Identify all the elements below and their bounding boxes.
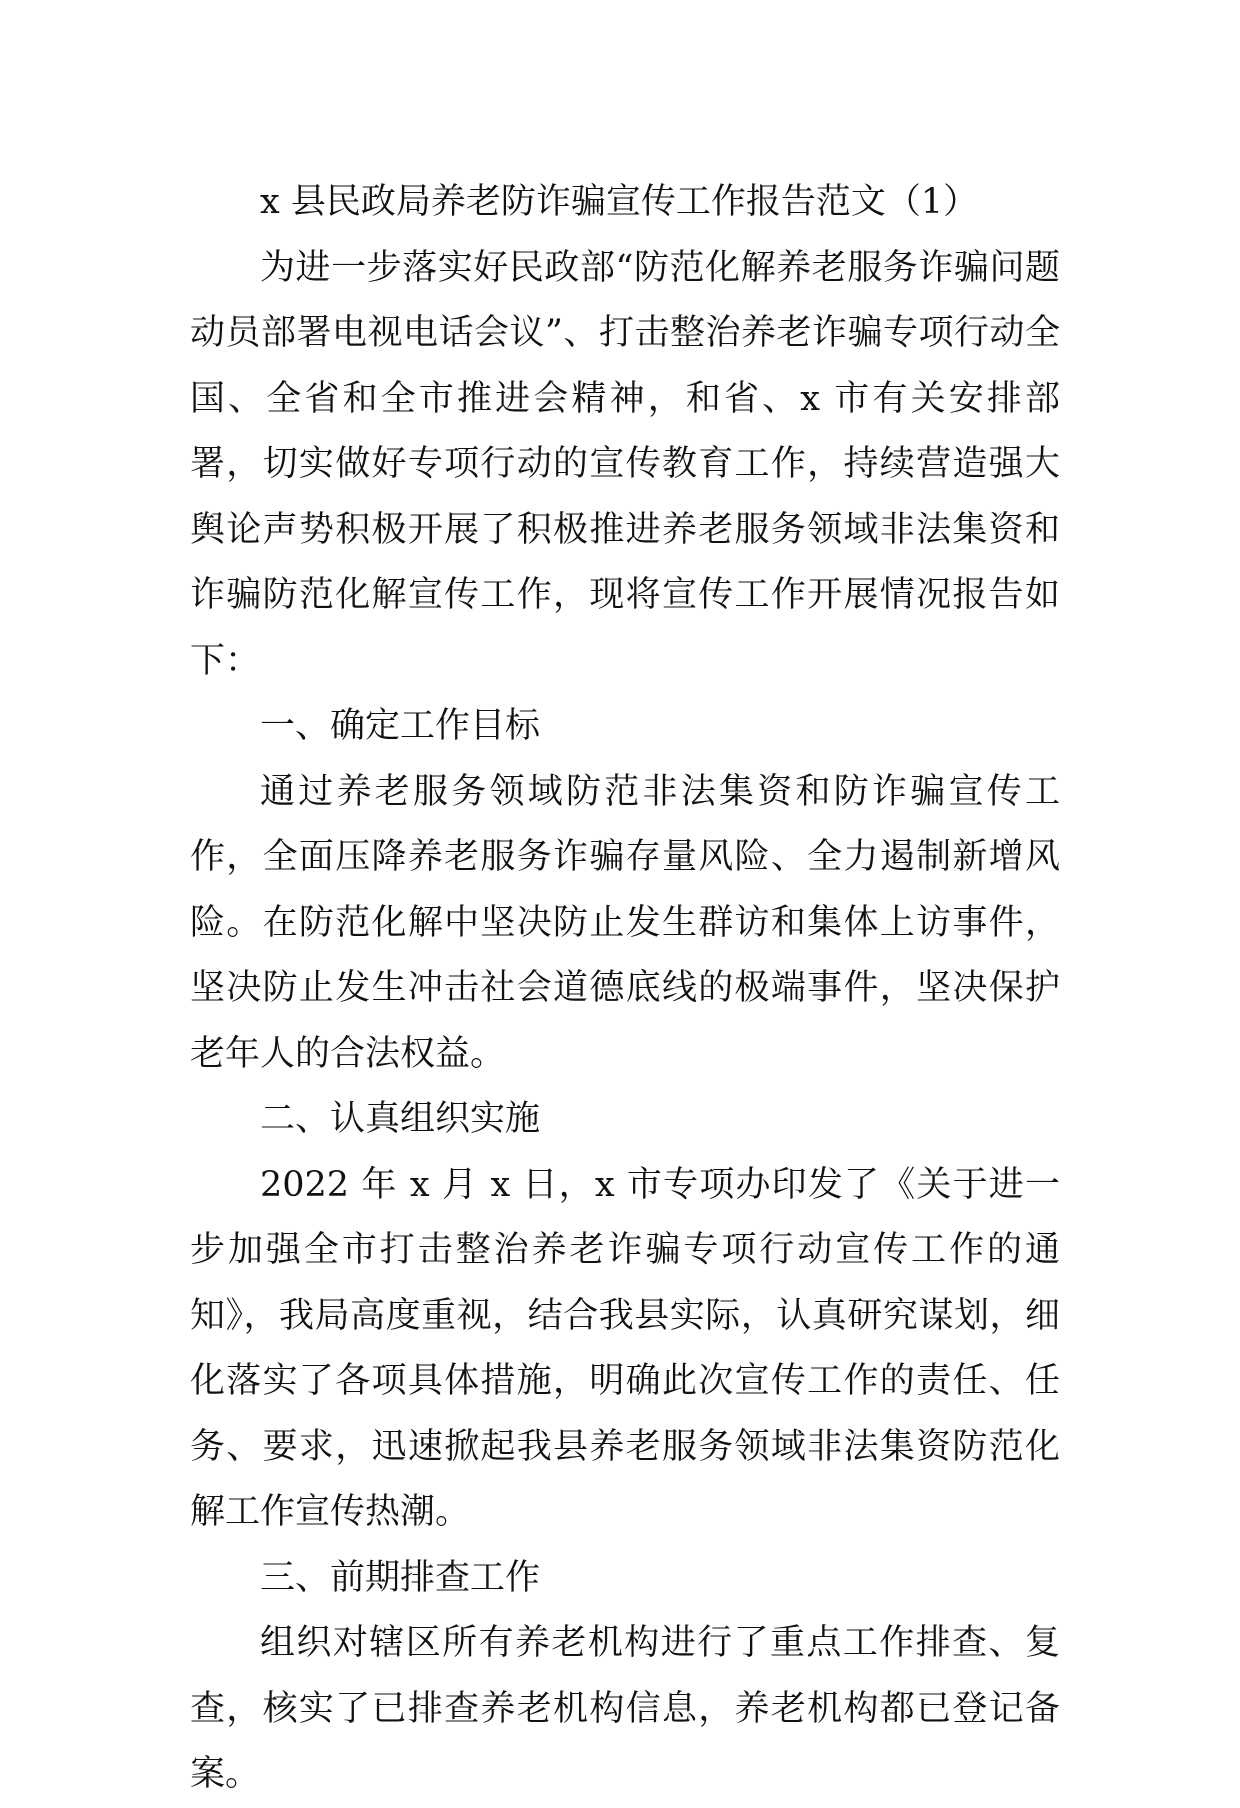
section-body-2: 2022 年 x 月 x 日，x 市专项办印发了《关于进一步加强全市打击整治养老诈骗专项行动宣传工作的通知》，我局高度重视，结合我县实际，认真研究谋划，细化落实了各项具体措施，明确此次宣传工作的责任、任务、要求，迅速掀起我县养老服务领域非法集资防范化解工作宣传热潮。 bbox=[190, 1164, 1060, 1532]
intro-paragraph: 为进一步落实好民政部“防范化解养老服务诈骗问题动员部署电视电话会议”、打击整治养老诈骗专项行动全国、全省和全市推进会精神，和省、x 市有关安排部署，切实做好专项行动的宣传教育工作，持续营造强大舆论声势积极开展了积极推进养老服务领域非法集资和诈骗防范化解宣传工作，现将宣传工作开展情况报告如下： bbox=[190, 247, 1060, 681]
section-body-3: 组织对辖区所有养老机构进行了重点工作排查、复查，核实了已排查养老机构信息，养老机构都已登记备案。 bbox=[190, 1623, 1060, 1794]
document-title: x 县民政局养老防诈骗宣传工作报告范文（1） bbox=[260, 182, 979, 222]
section-heading-1: 一、确定工作目标 bbox=[260, 706, 541, 746]
document-body bbox=[190, 170, 1060, 1808]
section-heading-2: 二、认真组织实施 bbox=[260, 1099, 541, 1139]
section-body-1: 通过养老服务领域防范非法集资和防诈骗宣传工作，全面压降养老服务诈骗存量风险、全力遏制新增风险。在防范化解中坚决防止发生群访和集体上访事件，坚决防止发生冲击社会道德底线的极端事件，坚决保护老年人的合法权益。 bbox=[190, 771, 1060, 1074]
section-heading-3: 三、前期排查工作 bbox=[260, 1557, 541, 1598]
